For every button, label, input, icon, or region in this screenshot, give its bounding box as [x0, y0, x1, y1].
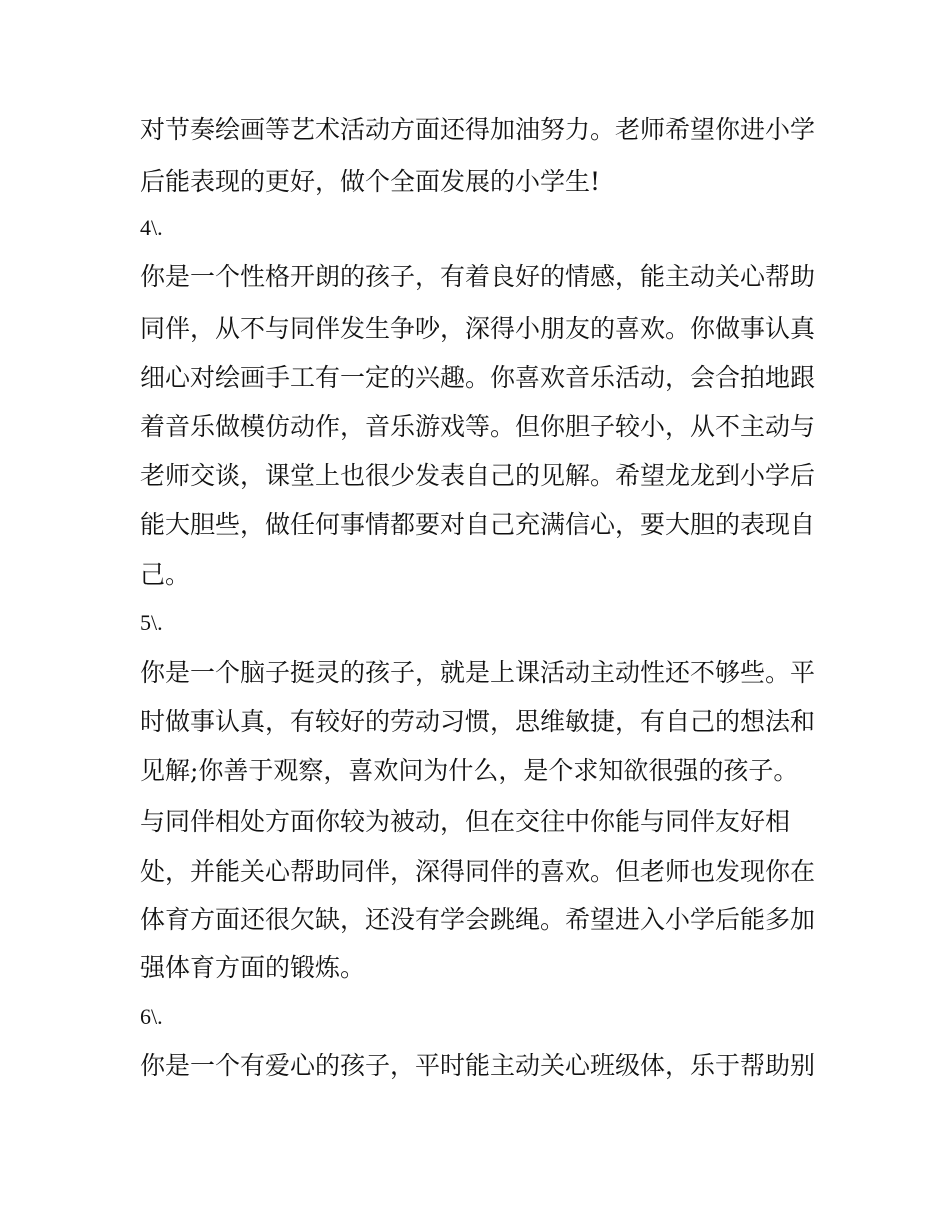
text-line: 强体育方面的锻炼。 [140, 953, 366, 982]
text-line: 你是一个性格开朗的孩子，有着良好的情感，能主动关心帮助 [140, 262, 816, 291]
text-line: 处，并能关心帮助同伴，深得同伴的喜欢。但老师也发现你在 [140, 857, 816, 886]
text-line: 细心对绘画手工有一定的兴趣。你喜欢音乐活动，会合拍地跟 [140, 363, 816, 392]
text-line: 你是一个脑子挺灵的孩子，就是上课活动主动性还不够些。平 [140, 658, 816, 687]
text-line: 时做事认真，有较好的劳动习惯，思维敏捷，有自己的想法和 [140, 707, 816, 736]
text-line: 对节奏绘画等艺术活动方面还得加油努力。老师希望你进小学 [140, 115, 816, 144]
text-line: 己。 [140, 560, 191, 589]
text-line: 同伴，从不与同伴发生争吵，深得小朋友的喜欢。你做事认真 [140, 314, 816, 343]
text-line: 与同伴相处方面你较为被动，但在交往中你能与同伴友好相 [140, 807, 791, 836]
section-number: 6\. [140, 1004, 163, 1029]
text-line: 能大胆些，做任何事情都要对自己充满信心，要大胆的表现自 [140, 510, 816, 539]
text-line: 你是一个有爱心的孩子，平时能主动关心班级体，乐于帮助别 [140, 1051, 816, 1080]
section-number: 5\. [140, 610, 163, 635]
text-line: 着音乐做模仿动作，音乐游戏等。但你胆子较小，从不主动与 [140, 412, 816, 441]
text-line: 后能表现的更好，做个全面发展的小学生! [140, 167, 601, 196]
text-line: 见解;你善于观察，喜欢问为什么，是个求知欲很强的孩子。 [140, 756, 799, 785]
text-line: 体育方面还很欠缺，还没有学会跳绳。希望进入小学后能多加 [140, 905, 816, 934]
section-number: 4\. [140, 215, 163, 240]
text-line: 老师交谈，课堂上也很少发表自己的见解。希望龙龙到小学后 [140, 461, 816, 490]
